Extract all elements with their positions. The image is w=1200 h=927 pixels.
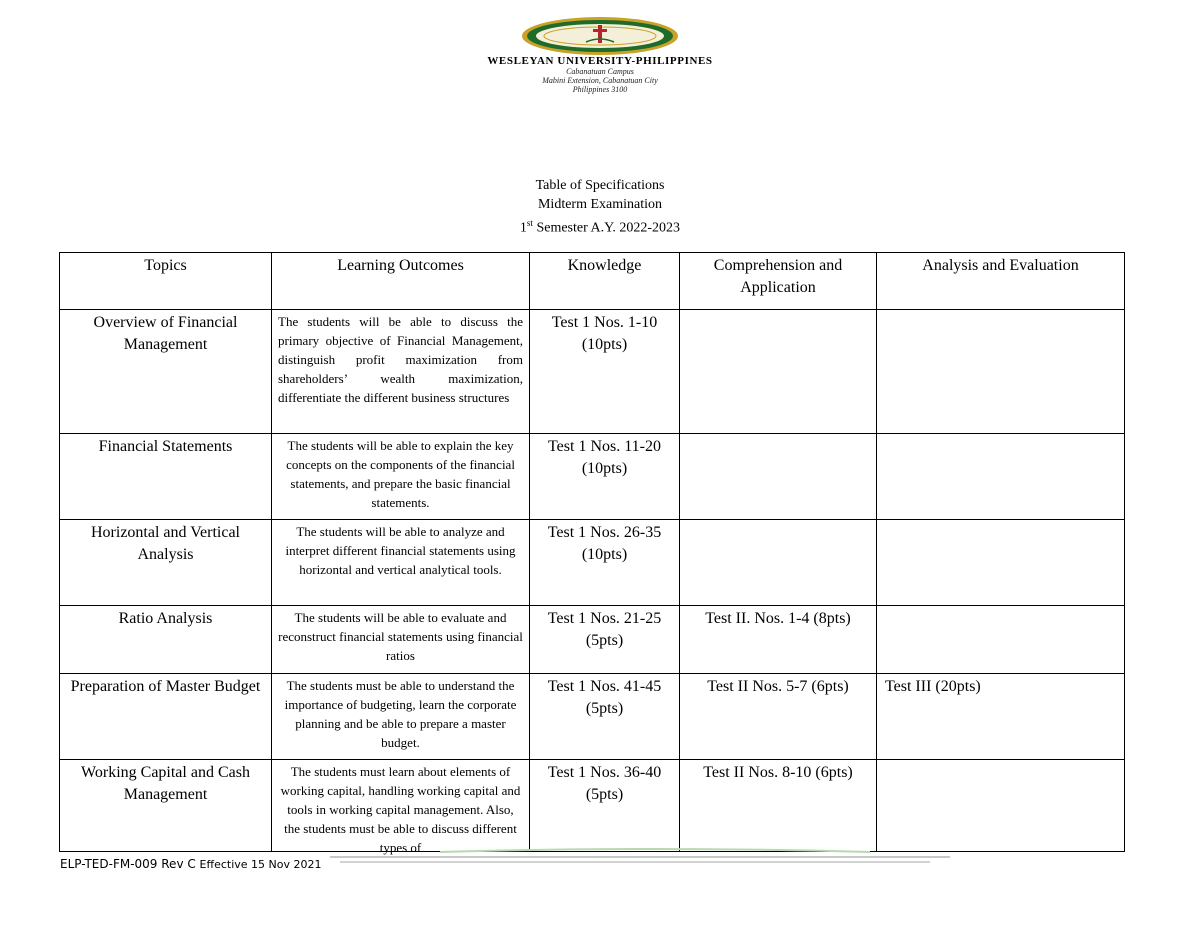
semester-ordinal: 1 xyxy=(519,220,527,236)
specifications-table xyxy=(59,252,1125,855)
footer-watermark-icon xyxy=(330,848,970,868)
outcome-cell xyxy=(272,760,530,855)
header-comprehension: Comprehension and Application xyxy=(680,253,877,310)
table-row xyxy=(60,674,1125,760)
header-topics: Topics xyxy=(60,253,272,310)
analysis-cell xyxy=(877,606,1125,674)
topic-cell: Financial Statements xyxy=(60,434,272,520)
comprehension-cell: Test II. Nos. 1-4 (8pts) xyxy=(680,606,877,674)
topic-cell: Working Capital and Cash Management xyxy=(60,760,272,852)
knowledge-cell: Test 1 Nos. 1-10 (10pts) xyxy=(530,310,680,434)
document-title xyxy=(0,176,1200,238)
outcome-cell: The students must be able to understand the importance of budgeting, learn the corporate planning and be able to prepare a master budget. xyxy=(272,674,530,760)
knowledge-cell: Test 1 Nos. 11-20 (10pts) xyxy=(530,434,680,520)
analysis-cell xyxy=(877,760,1125,852)
accreditation-footer-watermark xyxy=(330,848,970,871)
address-line: Mabini Extension, Cabanatuan City xyxy=(542,76,658,85)
analysis-cell xyxy=(877,520,1125,606)
university-seal-icon xyxy=(520,16,680,56)
campus-line: Cabanatuan Campus xyxy=(566,67,634,76)
university-name: WESLEYAN UNIVERSITY-PHILIPPINES xyxy=(487,55,713,67)
comprehension-cell: Test II Nos. 8-10 (6pts) xyxy=(680,760,877,852)
title-line-2: Midterm Examination xyxy=(537,197,663,212)
form-footer xyxy=(60,857,322,871)
table-row xyxy=(60,434,1125,520)
knowledge-cell: Test 1 Nos. 26-35 (10pts) xyxy=(530,520,680,606)
letterhead xyxy=(0,16,1200,94)
knowledge-cell: Test 1 Nos. 21-25 (5pts) xyxy=(530,606,680,674)
country-line: Philippines 3100 xyxy=(572,85,628,94)
table-row xyxy=(60,606,1125,674)
form-code: ELP-TED-FM-009 Rev C xyxy=(60,857,200,871)
outcome-cell: The students will be able to discuss the primary objective of Financial Management, distinguish profit maximization from shareholders’ wealth maximization, differentiate the different business structures xyxy=(272,310,530,434)
comprehension-cell xyxy=(680,434,877,520)
title-line-1: Table of Specifications xyxy=(535,178,665,193)
title-line-3 xyxy=(0,214,1200,238)
table-header-row xyxy=(60,253,1125,310)
header-knowledge: Knowledge xyxy=(530,253,680,310)
effective-date: Effective 15 Nov 2021 xyxy=(199,858,322,871)
analysis-cell: Test III (20pts) xyxy=(877,674,1125,760)
table-row xyxy=(60,520,1125,606)
semester-text: Semester A.Y. 2022-2023 xyxy=(532,220,681,236)
analysis-cell xyxy=(877,310,1125,434)
topic-cell: Horizontal and Vertical Analysis xyxy=(60,520,272,606)
outcome-text: The students must learn about elements of working capital, handling working capital and tools in working capital management. Also, the students must be able to discuss different types of xyxy=(280,764,521,855)
header-analysis: Analysis and Evaluation xyxy=(877,253,1125,310)
table-row xyxy=(60,760,1125,852)
header-learning-outcomes: Learning Outcomes xyxy=(272,253,530,310)
table-row xyxy=(60,310,1125,434)
outcome-cell: The students will be able to evaluate and reconstruct financial statements using financial ratios xyxy=(272,606,530,674)
topic-cell: Overview of Financial Management xyxy=(60,310,272,434)
outcome-cell: The students will be able to analyze and interpret different financial statements using horizontal and vertical analytical tools. xyxy=(272,520,530,606)
comprehension-cell: Test II Nos. 5-7 (6pts) xyxy=(680,674,877,760)
topic-cell: Ratio Analysis xyxy=(60,606,272,674)
semester-ordinal-suffix: st xyxy=(526,218,533,228)
knowledge-cell: Test 1 Nos. 36-40 (5pts) xyxy=(530,760,680,852)
topic-cell: Preparation of Master Budget xyxy=(60,674,272,760)
analysis-cell xyxy=(877,434,1125,520)
comprehension-cell xyxy=(680,520,877,606)
outcome-cell: The students will be able to explain the key concepts on the components of the financial statements, and prepare the basic financial statements. xyxy=(272,434,530,520)
comprehension-cell xyxy=(680,310,877,434)
knowledge-cell: Test 1 Nos. 41-45 (5pts) xyxy=(530,674,680,760)
